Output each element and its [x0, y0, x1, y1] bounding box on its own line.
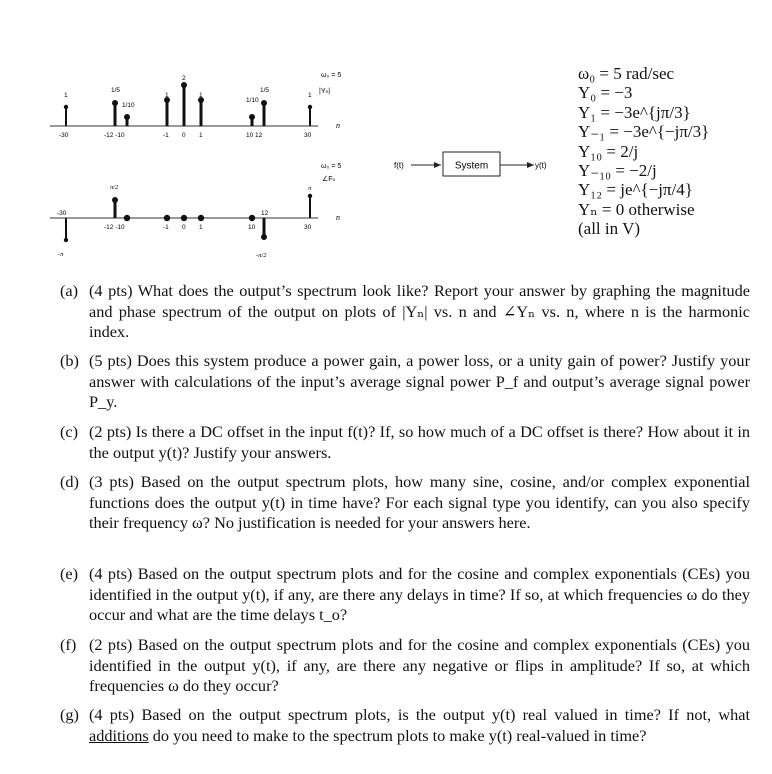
mag-label-n-10: 1/10: [122, 102, 135, 109]
mag-dot-n10: [249, 114, 255, 120]
phase-dot-n30: [308, 194, 312, 198]
question-b: [60, 351, 750, 413]
given-units: (all in V): [578, 219, 641, 239]
question-d-text: (3 pts) Based on the output spectrum plots, how many sine, cosine, and/or complex exponential functions does the output y(t) in time have? For each signal type you identify, can you also specify their frequency ω? No justification is needed for your answers here.: [89, 472, 750, 533]
block-output-label: y(t): [535, 161, 547, 170]
phase-axis-label: n: [336, 213, 340, 222]
given-omega0: ω₀ = 5 rad/sec: [578, 64, 675, 83]
question-e-label: (e): [60, 564, 79, 583]
phase-title-omega: ω₀ = 5: [321, 163, 342, 170]
question-c-label: (c): [60, 422, 79, 441]
mag-tick-n30: 30: [304, 132, 312, 139]
mag-dot-n-10: [124, 114, 130, 120]
given-otherwise: Yₙ = 0 otherwise: [578, 199, 695, 219]
question-e-text: (4 pts) Based on the output spectrum plots and for the cosine and complex exponentials (CEs) you identified in the output y(t), if any, are there any delays in time? If so, at which frequencies ω do they occur and what are the time delays t_o?: [89, 564, 750, 625]
question-f-label: (f): [60, 635, 77, 654]
mag-label-n30: 1: [308, 92, 312, 99]
given-y10: Y₁₀ = 2/j: [578, 141, 639, 161]
mag-tick-n10-12: 10 12: [246, 132, 263, 139]
phase-dot-n12: [261, 234, 267, 240]
phase-tick-n10: 10: [248, 224, 256, 231]
question-c-text: (2 pts) Is there a DC offset in the input f(t)? If, so how much of a DC offset is there? How about it in the output y(t)? Justify your answers.: [89, 422, 750, 462]
phase-label-n-30: -π: [58, 251, 64, 258]
magnitude-title-y: |Yₙ|: [319, 88, 331, 95]
question-a-text: (4 pts) What does the output’s spectrum look like? Report your answer by graphing the magnitude and phase spectrum of the output on plots of |Yₙ| vs. n and ∠Yₙ vs. n, where n is the harmonic index.: [89, 281, 750, 342]
mag-tick-n0: 0: [182, 132, 186, 139]
mag-tick-n-1: -1: [163, 132, 169, 139]
question-g: [60, 705, 750, 746]
question-g-underlined: additions: [89, 725, 149, 745]
question-d: [60, 472, 750, 534]
phase-dot-n-30: [64, 238, 68, 242]
mag-dot-n0: [181, 82, 187, 88]
mag-label-n-12: 1/5: [111, 87, 121, 94]
phase-dot-n10: [249, 215, 255, 221]
mag-tick-n-12-10: -12 -10: [104, 132, 125, 139]
phase-tick-n1: 1: [199, 224, 203, 231]
phase-tick-n-12-10: -12 -10: [104, 224, 125, 231]
mag-label-n10: 1/10: [246, 97, 259, 104]
mag-label-n-1: 1: [165, 92, 169, 99]
mag-tick-n-30: -30: [59, 132, 69, 139]
given-y-minus1: Y₋₁ = −3e^{−jπ/3}: [578, 122, 710, 142]
mag-tick-n1: 1: [199, 132, 203, 139]
mag-label-n-30: 1: [64, 92, 68, 99]
system-box-label: System: [454, 160, 489, 172]
phase-dot-n-1: [164, 215, 170, 221]
phase-label-n12: -π/2: [256, 252, 267, 259]
mag-dot-n-30: [64, 105, 68, 109]
mag-label-n0: 2: [182, 75, 186, 82]
question-a: [60, 281, 750, 343]
given-values: [578, 64, 709, 239]
mag-dot-n30: [308, 105, 312, 109]
magnitude-axis-label: n: [336, 121, 340, 130]
question-g-text-after: do you need to make to the spectrum plots to make y(t) real-valued in time?: [148, 725, 647, 745]
question-g-text-before: (4 pts) Based on the output spectrum plots, is the output y(t) real valued in time? If not, what: [89, 705, 750, 724]
mag-dot-n12: [261, 100, 267, 106]
question-b-label: (b): [60, 351, 79, 370]
mag-label-n12: 1/5: [260, 87, 270, 94]
question-f: [60, 635, 750, 697]
phase-tick-n12: 12: [261, 210, 269, 217]
block-input-label: f(t): [394, 161, 404, 170]
question-d-label: (d): [60, 472, 79, 491]
phase-dot-n0: [181, 215, 187, 221]
phase-label-n30: π: [308, 185, 312, 192]
mag-dot-n-12: [112, 100, 118, 106]
question-e: [60, 564, 750, 626]
phase-label-n-12: π/2: [110, 184, 119, 191]
magnitude-plot: [50, 72, 341, 139]
given-y12: Y₁₂ = je^{−jπ/4}: [578, 180, 693, 200]
question-a-label: (a): [60, 281, 79, 300]
phase-tick-n0: 0: [182, 224, 186, 231]
question-b-text: (5 pts) Does this system produce a power gain, a power loss, or a unity gain of power? Justify your answer with calculations of the input’s average signal power P_f and output’s average signal power P_y.: [89, 351, 750, 412]
magnitude-title-omega: ω₀ = 5: [321, 72, 342, 79]
question-g-label: (g): [60, 705, 79, 724]
question-c: [60, 422, 750, 463]
phase-dot-n-12: [112, 197, 118, 203]
phase-tick-n30: 30: [304, 224, 312, 231]
phase-title-y: ∠Fₙ: [322, 176, 336, 183]
phase-dot-n1: [198, 215, 204, 221]
phase-plot: [50, 163, 341, 259]
mag-label-n1: 1: [199, 92, 203, 99]
given-y-minus10: Y₋₁₀ = −2/j: [578, 161, 657, 181]
phase-tick-n-1: -1: [163, 224, 169, 231]
question-g-text: [89, 705, 750, 746]
question-f-text: (2 pts) Based on the output spectrum plots and for the cosine and complex exponentials (CEs) you identified in the output y(t), if any, are there any negative or flips in amplitude? If so, at which frequencies ω do they occur?: [89, 635, 750, 696]
given-y0: Y₀ = −3: [578, 83, 633, 103]
system-block-diagram: [394, 152, 547, 176]
phase-dot-n-10: [124, 215, 130, 221]
phase-tick-n-30: -30: [57, 210, 67, 217]
given-y1: Y₁ = −3e^{jπ/3}: [578, 102, 691, 122]
